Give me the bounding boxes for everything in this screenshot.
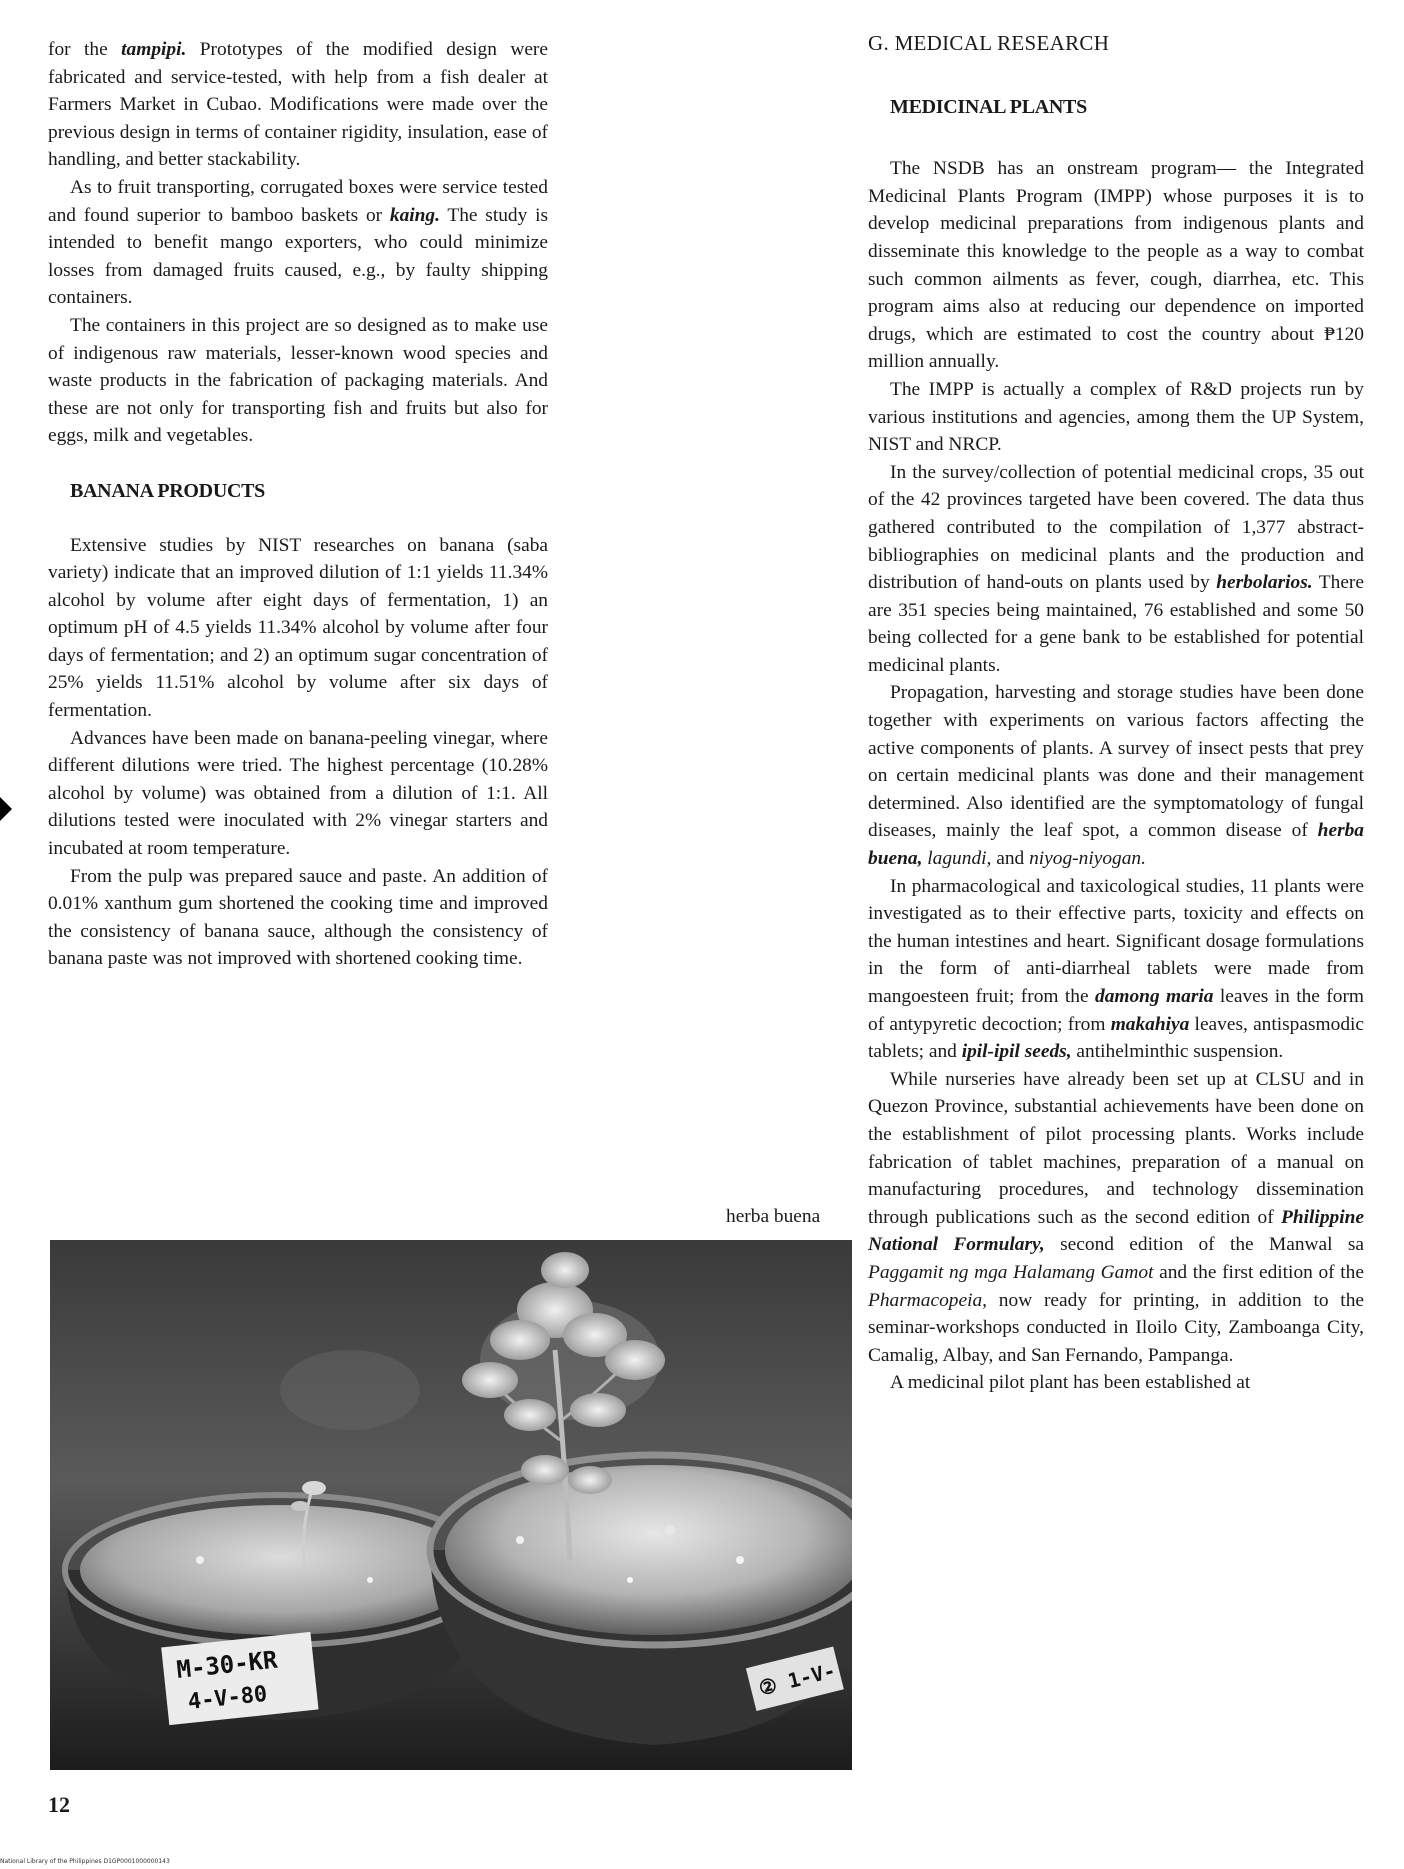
paragraph-tampipi: [48, 36, 548, 174]
text: second edition of the Manwal sa: [1044, 1234, 1364, 1256]
emphasis: ipil-ipil seeds,: [961, 1041, 1072, 1063]
paragraph-nurseries: [868, 1066, 1364, 1370]
section-heading-medical-research: G. MEDICAL RESEARCH: [868, 31, 1110, 55]
text: The study is intended to benefit mango exporters, who could minimize losses from damaged fruits caused, e.g., by faulty shipping containers.: [48, 204, 549, 309]
paragraph-pharmacological: [868, 873, 1364, 1066]
emphasis: Philippine National Formulary,: [868, 1206, 1364, 1256]
emphasis: Pharmacopeia,: [868, 1289, 988, 1311]
text: There are 351 species being maintained, 76 established and some 50 being collected for a gene bank to be established for potential medicinal plants.: [868, 572, 1364, 676]
paragraph-fruit-transport: [48, 174, 548, 312]
photo-illustration: [50, 1240, 852, 1770]
margin-arrow-mark: [0, 797, 12, 821]
text: Prototypes of the modified design were fabricated and service-tested, with help from a fish dealer at Farmers Market in Cubao. Modifications were made over the previous design in terms of container rigidity, insulation, ease of handling, and better stackability.: [48, 39, 548, 171]
emphasis: herbolarios.: [1216, 572, 1313, 594]
text: now ready for printing, in addition to the seminar-workshops conducted in Iloilo City, Zamboanga City, Camalig, Albay, and San Fernando, Pampanga.: [868, 1289, 1364, 1366]
photo-caption: herba buena: [726, 1206, 821, 1227]
right-column: [868, 30, 1364, 1397]
pot-label-line-2: 4-V-80: [186, 1681, 269, 1715]
text: In pharmacological and taxicological studies, 11 plants were investigated as to their effective parts, toxicity and effects on the human intestines and heart. Significant dosage formulations in the form of anti-diarrheal tablets were made from mangoesteen fruit; from the: [868, 875, 1364, 1007]
emphasis: Paggamit ng mga Halamang Gamot: [868, 1261, 1154, 1283]
emphasis: damong maria: [1095, 986, 1214, 1007]
text: In the survey/collection of potential medicinal crops, 35 out of the 42 provinces targeted have been covered. The data thus gathered contributed to the compilation of 1,377 abstract-bibliographies on medicinal plants and the production and distribution of hand-outs on plants used by: [868, 461, 1364, 594]
pot-label-line-1: M-30-KR: [175, 1645, 279, 1684]
paragraph-impp-complex: The IMPP is actually a complex of R&D projects run by various institutions and agencies, among them the UP System, NIST and NRCP.: [868, 378, 1364, 456]
archive-footer: National Library of the Philippines D1GP0001000000143: [0, 1858, 170, 1865]
paragraph-propagation: [868, 679, 1364, 872]
paragraph-containers: The containers in this project are so designed as to make use of indigenous raw materials, lesser-known wood species and waste products in the fabrication of packaging materials. And these are not only for transporting fish and fruits but also for eggs, milk and vegetables.: [48, 314, 548, 447]
emphasis: tampipi.: [121, 39, 187, 60]
text: and the first edition of the: [1153, 1261, 1364, 1283]
paragraph-vinegar: Advances have been made on banana-peeling vinegar, where different dilutions were tried. The highest percentage (10.28% alcohol by volume) was obtained from a dilution of 1:1. All dilutions tested were inoculated with 2% vinegar starters and incubated at room temperature.: [48, 727, 548, 860]
pot-label-right: ② 1-V-: [756, 1658, 838, 1701]
emphasis: herba buena,: [868, 820, 1364, 870]
text: antihelminthic suspension.: [1071, 1041, 1284, 1063]
text: for the: [48, 39, 122, 60]
text: and: [991, 848, 1030, 870]
text: As to fruit transporting, corrugated boxes were service tested and found superior to bamboo baskets or: [48, 176, 548, 226]
left-column: [48, 36, 548, 973]
paragraph-pilot-plant: A medicinal pilot plant has been established at: [890, 1372, 1251, 1394]
paragraph-banana-studies: Extensive studies by NIST researches on banana (saba variety) indicate that an improved dilution of 1:1 yields 11.34% alcohol by volume after eight days of fermentation, 1) an optimum pH of 4.5 yields 11.34% alcohol by volume after four days of fermentation; and 2) an optimum sugar concentration of 25% yields 11.51% alcohol by volume after six days of fermentation.: [48, 534, 548, 722]
text: Propagation, harvesting and storage studies have been done together with experiments on various factors affecting the active components of plants. A survey of insect pests that prey on certain medicinal plants was done and their management determined. Also identified are the symptomatology of fungal diseases, mainly the leaf spot, a common disease of: [868, 682, 1364, 842]
text: leaves in the form of antypyretic decoction; from: [868, 986, 1364, 1035]
heading-banana-products: BANANA PRODUCTS: [70, 479, 265, 502]
paragraph-survey: [868, 459, 1364, 680]
herba-buena-photo: [50, 1240, 852, 1770]
emphasis: makahiya: [1110, 1013, 1190, 1035]
paragraph-impp-intro: The NSDB has an onstream program— the Integrated Medicinal Plants Program (IMPP) whose purposes it is to develop medicinal preparations from indigenous plants and disseminate this knowledge to the people as a way to combat such common ailments as fever, cough, diarrhea, etc. This program aims also at reducing our dependence on imported drugs, which are estimated to cost the country about ₱120 million annually.: [868, 158, 1364, 373]
text: leaves, antispasmodic tablets; and: [868, 1013, 1365, 1063]
paragraph-pulp: From the pulp was prepared sauce and paste. An addition of 0.01% xanthum gum shortened the cooking time and improved the consistency of banana sauce, although the consistency of banana paste was not improved with shortened cooking time.: [48, 865, 548, 970]
heading-medicinal-plants: MEDICINAL PLANTS: [890, 95, 1087, 118]
text: While nurseries have already been set up at CLSU and in Quezon Province, substantial achievements have been done on the establishment of pilot processing plants. Works include fabrication of tablet machines, preparation of a manual on manufacturing procedures, and technology dissemination through publications such as the second edition of: [868, 1068, 1364, 1228]
page-number: 12: [48, 1792, 70, 1817]
emphasis: niyog-niyogan.: [1029, 848, 1146, 870]
emphasis: lagundi,: [927, 848, 992, 870]
emphasis: kaing.: [389, 204, 440, 226]
